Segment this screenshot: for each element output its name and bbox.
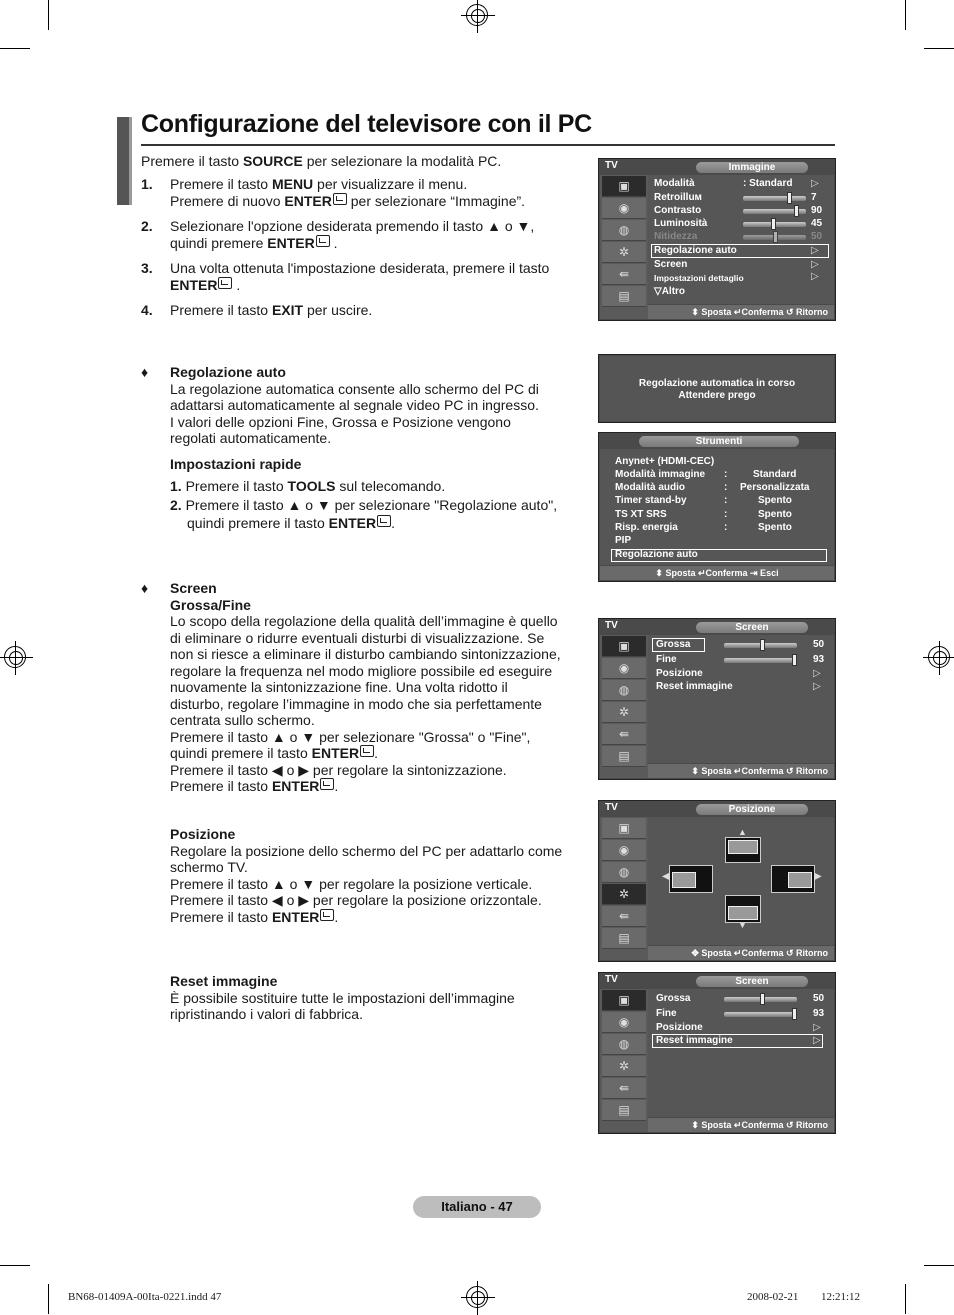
osd-immagine-menu	[598, 158, 836, 321]
menu-value: 93	[813, 1008, 825, 1019]
enter-icon	[320, 778, 334, 790]
picture-icon[interactable]: ▣	[602, 176, 646, 197]
title-rule	[141, 144, 835, 146]
osd-header: Immagine	[696, 162, 808, 173]
osd-sidebar	[600, 817, 648, 960]
enter-icon	[360, 745, 374, 757]
step-number: 4.	[141, 302, 153, 318]
menu-item-modalita[interactable]: Modalità	[654, 178, 695, 189]
registration-mark-icon	[928, 646, 950, 668]
arrow-right-icon: ▷	[811, 178, 819, 189]
enter-icon	[218, 277, 232, 289]
separator: :	[724, 482, 728, 493]
step-4-text: Premere il tasto EXIT per uscire.	[170, 302, 373, 318]
menu-item-fine[interactable]: Fine	[656, 1008, 677, 1019]
arrow-right-icon: ▶	[814, 871, 822, 882]
setup-icon[interactable]: ✲	[602, 242, 646, 263]
menu-item-nitidezza[interactable]: Nitidezza	[654, 231, 698, 242]
crop-mark	[0, 1265, 30, 1266]
menu-item-luminosita[interactable]: Luminosità	[654, 218, 708, 229]
setup-icon[interactable]: ✲	[602, 1056, 646, 1077]
slider-track[interactable]	[743, 222, 806, 227]
tools-item-regolazione-auto[interactable]: Regolazione auto	[615, 549, 698, 560]
slider-track[interactable]	[743, 235, 806, 240]
menu-item-screen[interactable]: Screen	[654, 259, 688, 270]
menu-item-regolazione-auto[interactable]: Regolazione auto	[654, 245, 737, 256]
menu-item-impostazioni-dettaglio[interactable]: Impostazioni dettaglio	[654, 273, 744, 283]
menu-value: 50	[813, 639, 825, 650]
slider-track[interactable]	[743, 196, 806, 201]
input-icon[interactable]: ⇚	[602, 724, 646, 745]
menu-item-reset[interactable]: Reset immagine	[656, 681, 733, 692]
channel-icon[interactable]: ◍	[602, 1034, 646, 1055]
position-down-screen[interactable]	[725, 895, 761, 923]
message-line: Regolazione automatica in corso	[638, 378, 796, 389]
step-number: 1.	[141, 176, 153, 192]
message-line: Attendere prego	[678, 390, 756, 401]
osd-auto-message	[598, 354, 836, 423]
slider-knob[interactable]	[771, 218, 776, 230]
osd-footer: ⬍ Sposta ↵Conferma ↺ Ritorno	[648, 764, 834, 778]
crop-mark	[924, 1265, 954, 1266]
slider-knob[interactable]	[760, 639, 765, 651]
application-icon[interactable]: ▤	[602, 746, 646, 767]
position-up-screen[interactable]	[725, 837, 761, 863]
tools-value: Personalizzata	[740, 482, 810, 493]
crop-mark	[48, 0, 49, 30]
osd-sidebar	[600, 989, 648, 1132]
picture-icon[interactable]: ▣	[602, 990, 646, 1011]
step-number: 3.	[141, 260, 153, 276]
menu-value: 93	[813, 654, 825, 665]
separator: :	[724, 495, 728, 506]
osd-header: Screen	[696, 622, 808, 633]
sound-icon[interactable]: ◉	[602, 658, 646, 679]
intro-text: Premere il tasto SOURCE per selezionare la modalità PC.	[141, 153, 502, 169]
enter-icon	[333, 193, 347, 205]
menu-item-grossa[interactable]: Grossa	[656, 639, 691, 650]
arrow-right-icon: ▷	[813, 1035, 821, 1046]
step-3-text: Una volta ottenuta l'impostazione desiderata, premere il tasto ENTER .	[170, 260, 550, 293]
osd-footer: ⬍ Sposta ↵Conferma ↺ Ritorno	[648, 305, 834, 319]
tools-value: Spento	[758, 522, 792, 533]
page-title: Configurazione del televisore con il PC	[141, 110, 592, 138]
enter-icon	[377, 515, 391, 527]
tv-label: TV	[605, 802, 618, 813]
screen-subheading: Grossa/Fine	[170, 596, 251, 613]
screen-section: Screen Grossa/Fine Lo scopo della regolazione della qualità dell’immagine è quello di eliminare o ridurre eventuali disturbi di visualizzazione. Se non si riesce a eliminare il disturbo cambiando sintonizzazione, regolare la frequenza nel modo migliore possibile ed eseguire nuovamente la sintonizzazione fine. Una volta ridotto il disturbo, regolare l’immagine in modo che sia perfettamente centrata sullo schermo. Premere il tasto ▲ o ▼ per selezionare "Grossa" o "Fine", quindi premere il tasto ENTER . Premere il tasto ◀ o ▶ per regolare la sintonizzazione. Premere il tasto ENTER .	[170, 580, 561, 794]
channel-icon[interactable]: ◍	[602, 220, 646, 241]
slider-track[interactable]	[724, 997, 797, 1002]
arrow-up-icon: ▲	[738, 827, 747, 837]
sound-icon[interactable]: ◉	[602, 1012, 646, 1033]
slider-track[interactable]	[724, 643, 797, 648]
osd-footer: ⬍ Sposta ↵Conferma ↺ Ritorno	[648, 1118, 834, 1132]
tools-item[interactable]: Modalità audio	[615, 482, 685, 493]
menu-item-altro[interactable]: ▽Altro	[654, 286, 686, 297]
menu-item-reset[interactable]: Reset immagine	[656, 1035, 733, 1046]
auto-section: Regolazione auto La regolazione automatica consente allo schermo del PC di adattarsi automaticamente al segnale video PC in ingresso. I valori delle opzioni Fine, Grossa e Posizione vengono regolati automaticamente.	[170, 364, 539, 446]
menu-item-fine[interactable]: Fine	[656, 654, 677, 665]
title-accent-bar	[129, 117, 132, 205]
quick-heading: Impostazioni rapide	[170, 456, 302, 472]
osd-footer: ✥ Sposta ↵Conferma ↺ Ritorno	[648, 946, 834, 960]
tv-label: TV	[605, 974, 618, 985]
crop-mark	[924, 48, 954, 49]
arrow-right-icon: ▷	[813, 668, 821, 679]
menu-item-posizione[interactable]: Posizione	[656, 1022, 703, 1033]
arrow-right-icon: ▷	[813, 681, 821, 692]
picture-icon[interactable]: ▣	[602, 818, 646, 839]
crop-mark	[905, 1284, 906, 1314]
position-left-screen[interactable]	[669, 865, 713, 893]
tools-value: Standard	[753, 469, 797, 480]
tools-item[interactable]: Risp. energia	[615, 522, 678, 533]
slider-knob[interactable]	[792, 1008, 797, 1020]
page-number-badge: Italiano - 47	[413, 1196, 541, 1218]
menu-item-grossa[interactable]: Grossa	[656, 993, 691, 1004]
registration-mark-icon	[466, 1286, 488, 1308]
menu-value: 50	[811, 231, 823, 242]
menu-value: : Standard	[743, 178, 793, 189]
osd-header: Posizione	[696, 804, 808, 815]
slider-knob[interactable]	[792, 654, 797, 666]
arrow-right-icon: ▷	[811, 245, 819, 256]
osd-sidebar	[600, 635, 648, 778]
bullet-icon: ♦	[141, 580, 149, 596]
picture-icon[interactable]: ▣	[602, 636, 646, 657]
input-icon[interactable]: ⇚	[602, 906, 646, 927]
osd-header: Screen	[696, 976, 808, 987]
slider-knob[interactable]	[794, 205, 799, 217]
arrow-down-icon: ▼	[738, 920, 747, 930]
tools-item[interactable]: Timer stand-by	[615, 495, 687, 506]
sound-icon[interactable]: ◉	[602, 198, 646, 219]
step-2-text: Selezionare l'opzione desiderata premendo il tasto ▲ o ▼, quindi premere ENTER .	[170, 218, 535, 251]
reset-section: Reset immagine È possibile sostituire tutte le impostazioni dell’immagine ripristinando i valori di fabbrica.	[170, 973, 515, 1022]
slider-knob[interactable]	[760, 993, 765, 1005]
channel-icon[interactable]: ◍	[602, 862, 646, 883]
input-icon[interactable]: ⇚	[602, 264, 646, 285]
channel-icon[interactable]: ◍	[602, 680, 646, 701]
posizione-heading: Posizione	[170, 826, 236, 842]
slider-knob[interactable]	[773, 231, 778, 243]
crop-mark	[48, 1284, 49, 1314]
quick-step-1: 1. Premere il tasto TOOLS sul telecomando.	[170, 478, 446, 494]
input-icon[interactable]: ⇚	[602, 1078, 646, 1099]
menu-value: 7	[811, 192, 817, 203]
osd-header: Strumenti	[639, 436, 799, 447]
osd-sidebar	[600, 175, 648, 319]
screen-heading: Screen	[170, 580, 217, 596]
menu-item-posizione[interactable]: Posizione	[656, 668, 703, 679]
setup-icon[interactable]: ✲	[602, 702, 646, 723]
tools-item[interactable]: Anynet+ (HDMI-CEC)	[615, 456, 715, 467]
sound-icon[interactable]: ◉	[602, 840, 646, 861]
slider-track[interactable]	[743, 209, 806, 214]
tools-value: Spento	[758, 509, 792, 520]
crop-mark	[0, 48, 30, 49]
osd-screen-reset-menu	[598, 972, 836, 1134]
posizione-section: Posizione Regolare la posizione dello schermo del PC per adattarlo come schermo TV. Premere il tasto ▲ o ▼ per regolare la posizione verticale. Premere il tasto ◀ o ▶ per regolare la posizione orizzontale. Premere il tasto ENTER .	[170, 826, 563, 925]
osd-footer: ⬍ Sposta ↵Conferma ⇥ Esci	[600, 566, 834, 580]
tools-item[interactable]: TS XT SRS	[615, 509, 667, 520]
arrow-right-icon: ▷	[811, 271, 819, 282]
crop-mark	[905, 0, 906, 30]
enter-icon	[320, 909, 334, 921]
menu-value: 90	[811, 205, 823, 216]
osd-screen-menu	[598, 618, 836, 780]
tools-item[interactable]: Modalità immagine	[615, 469, 706, 480]
application-icon[interactable]: ▤	[602, 928, 646, 949]
menu-item-contrasto[interactable]: Contrasto	[654, 205, 702, 216]
enter-icon	[316, 235, 330, 247]
arrow-right-icon: ▷	[811, 259, 819, 270]
arrow-left-icon: ◀	[662, 871, 670, 882]
separator: :	[724, 469, 728, 480]
registration-mark-icon	[4, 646, 26, 668]
tv-label: TV	[605, 160, 618, 171]
step-number: 2.	[141, 218, 153, 234]
application-icon[interactable]: ▤	[602, 1100, 646, 1121]
slider-knob[interactable]	[787, 192, 792, 204]
registration-mark-icon	[466, 4, 488, 26]
quick-step-2b: quindi premere il tasto ENTER .	[187, 515, 395, 531]
separator: :	[724, 522, 728, 533]
reset-heading: Reset immagine	[170, 973, 278, 989]
application-icon[interactable]: ▤	[602, 286, 646, 307]
menu-value: 45	[811, 218, 823, 229]
setup-icon[interactable]: ✲	[602, 884, 646, 905]
slider-track[interactable]	[724, 1012, 797, 1017]
bullet-icon: ♦	[141, 364, 149, 380]
quick-step-2: 2. Premere il tasto ▲ o ▼ per selezionare "Regolazione auto",	[170, 497, 558, 513]
osd-posizione-menu	[598, 800, 836, 962]
osd-strumenti-menu	[598, 432, 836, 582]
auto-heading: Regolazione auto	[170, 364, 286, 380]
tools-value: Spento	[758, 495, 792, 506]
arrow-right-icon: ▷	[813, 1022, 821, 1033]
slider-track[interactable]	[724, 658, 797, 663]
position-right-screen[interactable]	[771, 865, 815, 893]
tools-item[interactable]: PIP	[615, 535, 632, 546]
step-1-text: Premere il tasto MENU per visualizzare il menu. Premere di nuovo ENTER per selezionare “Immagine”.	[170, 176, 526, 209]
print-slug-file: BN68-01409A-00Ita-0221.indd 47	[68, 1291, 222, 1303]
menu-item-retroillum[interactable]: Retroilluм	[654, 192, 702, 203]
menu-value: 50	[813, 993, 825, 1004]
print-slug-date: 2008-02-21 ￿￿ 12:21:12	[747, 1291, 861, 1303]
tv-label: TV	[605, 620, 618, 631]
separator: :	[724, 509, 728, 520]
